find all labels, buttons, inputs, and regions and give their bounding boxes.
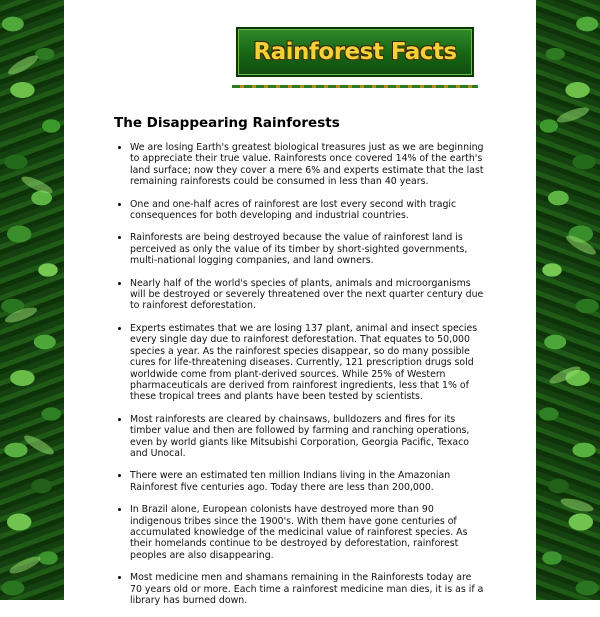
banner-title: Rainforest Facts <box>253 39 457 65</box>
fact-item: • We are losing Earth's greatest biological treasures just as we are beginning to appreciate their true value. Rainforests once covered 14% of the earth's land surface; now they cover a mere 6% and experts estimate that the last remaining rainforests could be consumed in less than 40 years. <box>130 142 486 188</box>
facts-list <box>110 142 484 606</box>
fact-item: • Most medicine men and shamans remaining in the Rainforests today are 70 years old or more. Each time a rainforest medicine man dies, it is as if a library has burned down. <box>130 572 486 606</box>
fact-item: • Experts estimates that we are losing 137 plant, animal and insect species every single day due to rainforest deforestation. That equates to 50,000 species a year. As the rainforest species disappear, so do many possible cures for life-threatening diseases. Currently, 121 prescription drugs sold worldwide come from plant-derived sources. While 25% of Western pharmaceuticals are derived from rainforest ingredients, less that 1% of these tropical trees and plants have been tested by scientists. <box>130 323 486 403</box>
fact-item: • One and one-half acres of rainforest are lost every second with tragic consequences for both developing and industrial countries. <box>130 199 486 222</box>
main-content <box>110 0 484 617</box>
jungle-border-right <box>536 0 600 600</box>
fact-item: • Most rainforests are cleared by chainsaws, bulldozers and fires for its timber value and then are followed by farming and ranching operations, even by world giants like Mitsubishi Corporation, Georgia Pacific, Texaco and Unocal. <box>130 414 486 460</box>
banner-divider <box>232 85 478 88</box>
jungle-border-left <box>0 0 64 600</box>
banner-wrap <box>110 27 480 88</box>
fact-item: • In Brazil alone, European colonists have destroyed more than 90 indigenous tribes since the 1900's. With them have gone centuries of accumulated knowledge of the medicinal value of rainforest species. As their homelands continue to be destroyed by deforestation, rainforest peoples are also disappearing. <box>130 504 486 561</box>
fact-item: • There were an estimated ten million Indians living in the Amazonian Rainforest five centuries ago. Today there are less than 200,000. <box>130 470 486 493</box>
fact-item: • Rainforests are being destroyed because the value of rainforest land is perceived as only the value of its timber by short-sighted governments, multi-national logging companies, and land owners. <box>130 232 486 266</box>
fact-item: • Nearly half of the world's species of plants, animals and microorganisms will be destroyed or severely threatened over the next quarter century due to rainforest deforestation. <box>130 278 486 312</box>
rainforest-facts-banner <box>236 27 474 77</box>
page-heading: The Disappearing Rainforests <box>114 115 340 131</box>
